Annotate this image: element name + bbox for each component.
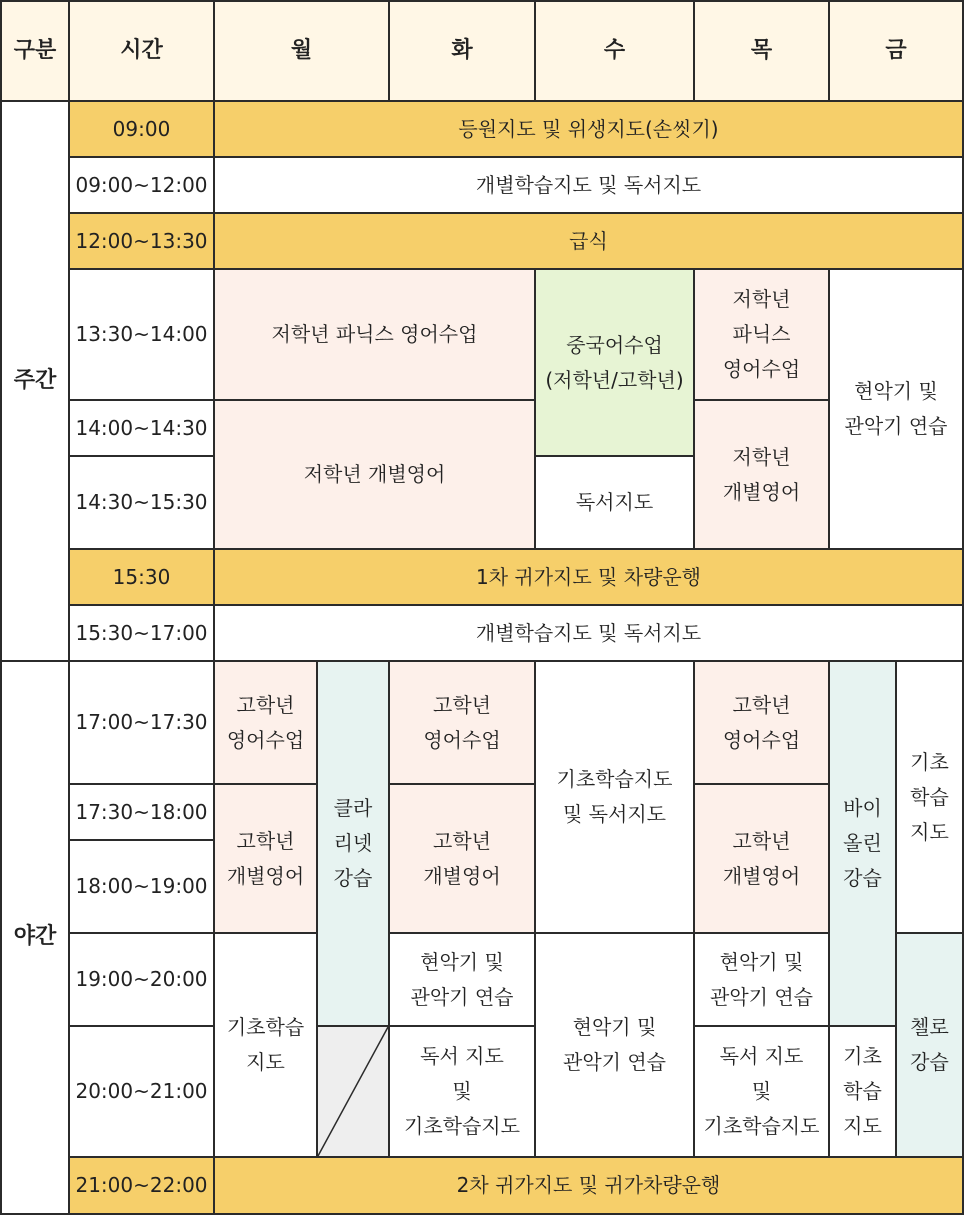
cell-line: 고학년: [732, 828, 791, 853]
time-cell: 21:00~22:00: [70, 1158, 215, 1215]
header-tuesday: 화: [390, 0, 536, 102]
cell-line: 개별영어: [423, 863, 501, 888]
first-home-cell: 1차 귀가지도 및 차량운행: [215, 550, 964, 606]
cello-cell: [897, 934, 964, 1158]
cell-line: 영어수업: [722, 727, 801, 752]
fri-col1-basic-cell: [830, 1027, 897, 1158]
cell-line: 고학년: [433, 828, 491, 853]
mon-basic-cell: [215, 934, 318, 1158]
header-time: 시간: [70, 0, 215, 102]
lunch-cell: 급식: [215, 214, 964, 270]
cell-line: (저학년/고학년): [545, 367, 684, 392]
cell-line: 현악기 및: [854, 379, 938, 403]
thu-phonics-cell: [695, 270, 830, 401]
diagonal-slash-icon: [318, 1027, 388, 1156]
cell-line: 지도: [910, 819, 949, 844]
time-cell: 09:00: [70, 102, 215, 158]
cell-line: 개별영어: [722, 863, 801, 888]
cell-line: 고학년: [236, 828, 295, 853]
cell-line: 고학년: [236, 692, 295, 717]
mon-high-class-cell: [215, 662, 318, 785]
cell-line: 기초학습: [226, 1015, 305, 1039]
time-cell: 18:00~19:00: [70, 841, 215, 934]
time-cell: 19:00~20:00: [70, 934, 215, 1027]
cell-line: 독서 지도: [420, 1044, 504, 1068]
second-home-cell: 2차 귀가지도 및 귀가차량운행: [215, 1158, 964, 1215]
cell-line: 기초학습지도: [703, 1114, 820, 1138]
fri-instrument-cell: [830, 270, 964, 550]
violin-cell: [830, 662, 897, 1027]
thu-high-english-cell: [695, 785, 830, 934]
time-cell: 13:30~14:00: [70, 270, 215, 401]
study-pm-cell: 개별학습지도 및 독서지도: [215, 606, 964, 662]
cell-line: 관악기 연습: [410, 984, 514, 1009]
cell-line: 리넷: [333, 831, 373, 855]
cell-line: 저학년: [732, 444, 791, 469]
low-english-cell: 저학년 개별영어: [215, 401, 536, 550]
time-cell: 17:30~18:00: [70, 785, 215, 841]
cell-line: 현악기 및: [572, 1015, 657, 1039]
time-cell: 15:30~17:00: [70, 606, 215, 662]
section-day: 주간: [0, 102, 70, 662]
cell-line: 저학년: [732, 287, 791, 311]
cell-line: 관악기 연습: [844, 414, 948, 438]
empty-slash-cell: [318, 1027, 390, 1158]
mon-high-english-cell: [215, 785, 318, 934]
cell-line: 기초: [910, 749, 949, 774]
thu-low-english-cell: [695, 401, 830, 550]
arrival-cell: 등원지도 및 위생지도(손씻기): [215, 102, 964, 158]
tue-high-class-cell: [390, 662, 536, 785]
cell-line: 지도: [246, 1050, 285, 1074]
thu-high-class-cell: [695, 662, 830, 785]
cell-line: 클라: [333, 796, 373, 820]
time-cell: 15:30: [70, 550, 215, 606]
clarinet-cell: [318, 662, 390, 1027]
cell-line: 및: [452, 1079, 472, 1103]
cell-line: 고학년: [732, 692, 791, 717]
header-category: 구분: [0, 0, 70, 102]
cell-line: 영어수업: [226, 727, 305, 752]
cell-line: 현악기 및: [719, 949, 804, 974]
time-cell: 17:00~17:30: [70, 662, 215, 785]
cell-line: 기초학습지도: [404, 1114, 520, 1138]
cell-line: 기초학습지도: [556, 767, 673, 791]
cell-line: 개별영어: [722, 479, 801, 504]
tue-instrument-cell: [390, 934, 536, 1027]
cell-line: 및: [751, 1079, 772, 1103]
cell-line: 파닉스: [732, 322, 791, 346]
wed-instrument-cell: [536, 934, 695, 1158]
tue-high-english-cell: [390, 785, 536, 934]
study-am-cell: 개별학습지도 및 독서지도: [215, 158, 964, 214]
chinese-class-cell: [536, 270, 695, 457]
cell-line: 첼로: [910, 1015, 949, 1039]
low-phonics-cell: 저학년 파닉스 영어수업: [215, 270, 536, 401]
reading-cell: 독서지도: [536, 457, 695, 550]
cell-line: 영어수업: [423, 727, 501, 752]
cell-line: 바이: [843, 796, 882, 820]
time-cell: 14:30~15:30: [70, 457, 215, 550]
header-thursday: 목: [695, 0, 830, 102]
cell-line: 강습: [910, 1050, 949, 1074]
cell-line: 영어수업: [722, 357, 801, 381]
cell-line: 독서 지도: [719, 1044, 804, 1068]
cell-line: 강습: [843, 866, 882, 890]
time-cell: 09:00~12:00: [70, 158, 215, 214]
cell-line: 강습: [333, 866, 373, 890]
cell-line: 학습: [910, 784, 949, 809]
cell-line: 지도: [843, 1114, 882, 1138]
header-friday: 금: [830, 0, 964, 102]
thu-instrument-cell: [695, 934, 830, 1027]
cell-line: 관악기 연습: [563, 1050, 666, 1074]
header-wednesday: 수: [536, 0, 695, 102]
cell-line: 기초: [843, 1044, 882, 1068]
time-cell: 20:00~21:00: [70, 1027, 215, 1158]
section-night: 야간: [0, 662, 70, 1215]
time-cell: 12:00~13:30: [70, 214, 215, 270]
cell-line: 고학년: [433, 692, 491, 717]
fri-basic-cell: [897, 662, 964, 934]
cell-line: 관악기 연습: [710, 984, 813, 1009]
thu-reading-cell: [695, 1027, 830, 1158]
time-cell: 14:00~14:30: [70, 401, 215, 457]
cell-line: 개별영어: [226, 863, 305, 888]
cell-line: 및 독서지도: [563, 802, 666, 826]
header-monday: 월: [215, 0, 390, 102]
cell-line: 중국어수업: [566, 332, 663, 357]
cell-line: 올린: [843, 831, 882, 855]
tue-reading-cell: [390, 1027, 536, 1158]
wed-basic-cell: [536, 662, 695, 934]
cell-line: 현악기 및: [420, 949, 504, 974]
cell-line: 학습: [843, 1079, 882, 1103]
